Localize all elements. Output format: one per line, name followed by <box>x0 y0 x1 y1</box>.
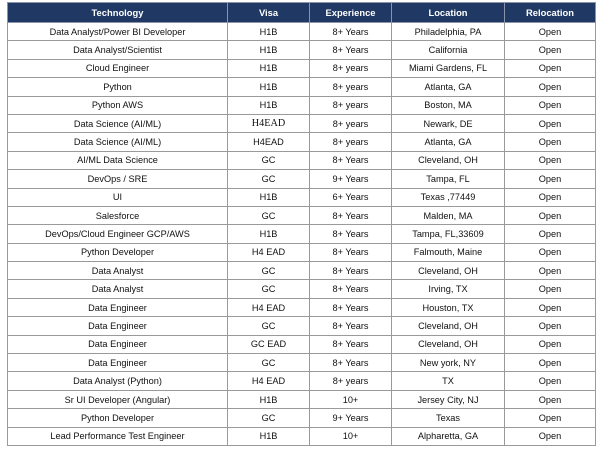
table-row <box>8 372 596 390</box>
cell-visa: GC <box>228 151 310 169</box>
cell-technology: Data Engineer <box>8 354 228 372</box>
cell-technology: Sr UI Developer (Angular) <box>8 390 228 408</box>
cell-relocation: Open <box>505 243 596 261</box>
table-row <box>8 427 596 445</box>
header-experience: Experience <box>310 3 392 23</box>
table-row <box>8 133 596 151</box>
cell-technology: Cloud Engineer <box>8 59 228 77</box>
cell-technology: UI <box>8 188 228 206</box>
cell-visa: H4 EAD <box>228 243 310 261</box>
table-row <box>8 298 596 316</box>
header-relocation: Relocation <box>505 3 596 23</box>
cell-location: Houston, TX <box>392 298 505 316</box>
cell-location: Cleveland, OH <box>392 335 505 353</box>
table-row <box>8 96 596 114</box>
header-location: Location <box>392 3 505 23</box>
cell-technology: Python <box>8 78 228 96</box>
cell-experience: 9+ Years <box>310 170 392 188</box>
cell-experience: 8+ years <box>310 78 392 96</box>
cell-technology: Data Science (AI/ML) <box>8 114 228 132</box>
table-row <box>8 335 596 353</box>
cell-visa: H1B <box>228 96 310 114</box>
cell-experience: 8+ years <box>310 114 392 132</box>
cell-location: Cleveland, OH <box>392 317 505 335</box>
cell-location: Tampa, FL,33609 <box>392 225 505 243</box>
table-row <box>8 188 596 206</box>
cell-relocation: Open <box>505 280 596 298</box>
table-row <box>8 225 596 243</box>
cell-visa: GC EAD <box>228 335 310 353</box>
cell-visa: H4 EAD <box>228 298 310 316</box>
cell-relocation: Open <box>505 298 596 316</box>
cell-experience: 10+ <box>310 427 392 445</box>
cell-technology: Salesforce <box>8 206 228 224</box>
table-row <box>8 59 596 77</box>
table-body <box>8 23 596 446</box>
cell-visa: H1B <box>228 427 310 445</box>
cell-location: Boston, MA <box>392 96 505 114</box>
cell-visa: H1B <box>228 225 310 243</box>
cell-experience: 8+ Years <box>310 298 392 316</box>
cell-experience: 8+ Years <box>310 262 392 280</box>
cell-technology: Data Science (AI/ML) <box>8 133 228 151</box>
cell-relocation: Open <box>505 262 596 280</box>
cell-experience: 6+ Years <box>310 188 392 206</box>
table-row <box>8 23 596 41</box>
cell-location: Irving, TX <box>392 280 505 298</box>
cell-experience: 8+ Years <box>310 317 392 335</box>
cell-relocation: Open <box>505 317 596 335</box>
cell-location: Cleveland, OH <box>392 262 505 280</box>
cell-location: TX <box>392 372 505 390</box>
cell-experience: 8+ years <box>310 133 392 151</box>
cell-relocation: Open <box>505 409 596 427</box>
cell-relocation: Open <box>505 59 596 77</box>
cell-relocation: Open <box>505 96 596 114</box>
cell-location: Atlanta, GA <box>392 133 505 151</box>
cell-experience: 8+ Years <box>310 23 392 41</box>
cell-visa: H1B <box>228 188 310 206</box>
cell-technology: Data Analyst <box>8 262 228 280</box>
cell-experience: 10+ <box>310 390 392 408</box>
cell-experience: 8+ Years <box>310 151 392 169</box>
header-visa: Visa <box>228 3 310 23</box>
cell-relocation: Open <box>505 114 596 132</box>
cell-technology: Data Analyst (Python) <box>8 372 228 390</box>
cell-location: Miami Gardens, FL <box>392 59 505 77</box>
table-row <box>8 114 596 132</box>
cell-visa: H4 EAD <box>228 372 310 390</box>
table-row <box>8 206 596 224</box>
table-row <box>8 262 596 280</box>
cell-relocation: Open <box>505 78 596 96</box>
candidate-table-container <box>7 2 595 446</box>
cell-location: Tampa, FL <box>392 170 505 188</box>
table-row <box>8 317 596 335</box>
cell-visa: H1B <box>228 59 310 77</box>
cell-visa: GC <box>228 262 310 280</box>
table-row <box>8 243 596 261</box>
cell-experience: 8+ Years <box>310 41 392 59</box>
header-row <box>8 3 596 23</box>
cell-location: Philadelphia, PA <box>392 23 505 41</box>
header-technology: Technology <box>8 3 228 23</box>
cell-relocation: Open <box>505 41 596 59</box>
candidate-table <box>7 2 596 446</box>
cell-visa: GC <box>228 354 310 372</box>
cell-technology: Data Engineer <box>8 298 228 316</box>
table-header <box>8 3 596 23</box>
cell-location: Texas <box>392 409 505 427</box>
cell-technology: Lead Performance Test Engineer <box>8 427 228 445</box>
cell-experience: 8+ Years <box>310 243 392 261</box>
table-row <box>8 354 596 372</box>
cell-technology: Data Engineer <box>8 335 228 353</box>
cell-technology: Data Analyst <box>8 280 228 298</box>
cell-location: Cleveland, OH <box>392 151 505 169</box>
cell-location: Falmouth, Maine <box>392 243 505 261</box>
cell-experience: 8+ years <box>310 59 392 77</box>
cell-location: Atlanta, GA <box>392 78 505 96</box>
cell-relocation: Open <box>505 335 596 353</box>
cell-relocation: Open <box>505 372 596 390</box>
cell-technology: Python Developer <box>8 243 228 261</box>
cell-visa: H4EAD <box>228 114 310 132</box>
cell-visa: GC <box>228 280 310 298</box>
cell-visa: H4EAD <box>228 133 310 151</box>
cell-experience: 8+ Years <box>310 225 392 243</box>
cell-technology: DevOps/Cloud Engineer GCP/AWS <box>8 225 228 243</box>
cell-relocation: Open <box>505 206 596 224</box>
cell-visa: GC <box>228 206 310 224</box>
cell-technology: Data Engineer <box>8 317 228 335</box>
cell-location: Newark, DE <box>392 114 505 132</box>
cell-relocation: Open <box>505 390 596 408</box>
cell-relocation: Open <box>505 427 596 445</box>
cell-location: Malden, MA <box>392 206 505 224</box>
cell-visa: H1B <box>228 41 310 59</box>
cell-technology: Data Analyst/Power BI Developer <box>8 23 228 41</box>
cell-relocation: Open <box>505 225 596 243</box>
cell-experience: 8+ Years <box>310 206 392 224</box>
cell-visa: GC <box>228 317 310 335</box>
table-row <box>8 280 596 298</box>
cell-relocation: Open <box>505 170 596 188</box>
cell-technology: Python Developer <box>8 409 228 427</box>
cell-experience: 8+ Years <box>310 354 392 372</box>
table-row <box>8 78 596 96</box>
table-row <box>8 390 596 408</box>
cell-technology: Data Analyst/Scientist <box>8 41 228 59</box>
table-row <box>8 170 596 188</box>
cell-visa: GC <box>228 170 310 188</box>
cell-relocation: Open <box>505 188 596 206</box>
cell-location: Texas ,77449 <box>392 188 505 206</box>
cell-location: New york, NY <box>392 354 505 372</box>
cell-relocation: Open <box>505 133 596 151</box>
cell-experience: 8+ years <box>310 372 392 390</box>
cell-experience: 8+ years <box>310 96 392 114</box>
cell-location: California <box>392 41 505 59</box>
cell-relocation: Open <box>505 23 596 41</box>
cell-relocation: Open <box>505 151 596 169</box>
cell-visa: H1B <box>228 23 310 41</box>
cell-visa: GC <box>228 409 310 427</box>
cell-relocation: Open <box>505 354 596 372</box>
table-row <box>8 151 596 169</box>
cell-technology: AI/ML Data Science <box>8 151 228 169</box>
cell-experience: 8+ Years <box>310 335 392 353</box>
table-row <box>8 41 596 59</box>
cell-location: Alpharetta, GA <box>392 427 505 445</box>
table-row <box>8 409 596 427</box>
cell-visa: H1B <box>228 390 310 408</box>
cell-technology: Python AWS <box>8 96 228 114</box>
cell-experience: 9+ Years <box>310 409 392 427</box>
cell-experience: 8+ Years <box>310 280 392 298</box>
cell-visa: H1B <box>228 78 310 96</box>
cell-technology: DevOps / SRE <box>8 170 228 188</box>
cell-location: Jersey City, NJ <box>392 390 505 408</box>
